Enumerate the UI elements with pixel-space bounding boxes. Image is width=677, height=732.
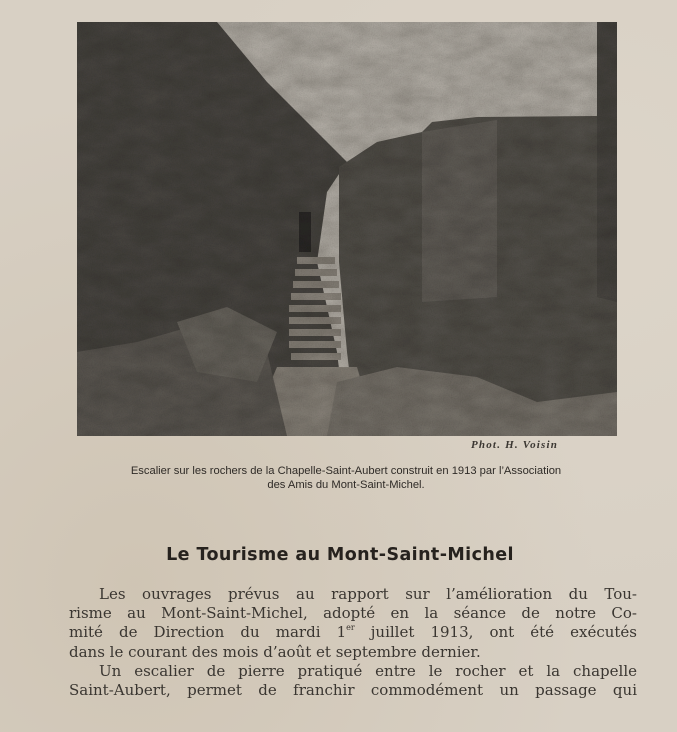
photograph-stairs-on-rocks <box>77 22 617 436</box>
text-line: Les ouvrages prévus au rapport sur l’amélioration du Tou- <box>99 585 637 603</box>
figure-caption <box>72 464 620 492</box>
caption-line: Escalier sur les rochers de la Chapelle-Saint-Aubert construit en 1913 par l’Association <box>130 465 562 477</box>
caption-line: des Amis du Mont-Saint-Michel. <box>267 479 425 491</box>
text-fragment: juillet 1913, ont été exécutés <box>354 623 637 642</box>
photo-illustration <box>77 22 617 436</box>
text-line: dans le courant des mois d’août et septembre dernier. <box>69 642 481 661</box>
text-line <box>69 623 637 642</box>
article-title: Le Tourisme au Mont-Saint-Michel <box>166 545 514 565</box>
paragraph-2 <box>69 662 637 700</box>
photo-credit: Phot. H. Voisin <box>471 439 559 451</box>
text-line: risme au Mont-Saint-Michel, adopté en la séance de notre Co- <box>69 604 637 623</box>
text-line: Un escalier de pierre pratiqué entre le rocher et la chapelle <box>99 662 637 680</box>
paragraph-1 <box>69 585 637 662</box>
superscript: er <box>346 623 355 633</box>
text-fragment: mité de Direction du mardi 1 <box>69 623 347 642</box>
text-line: Saint-Aubert, permet de franchir commodément un passage qui <box>69 681 637 700</box>
